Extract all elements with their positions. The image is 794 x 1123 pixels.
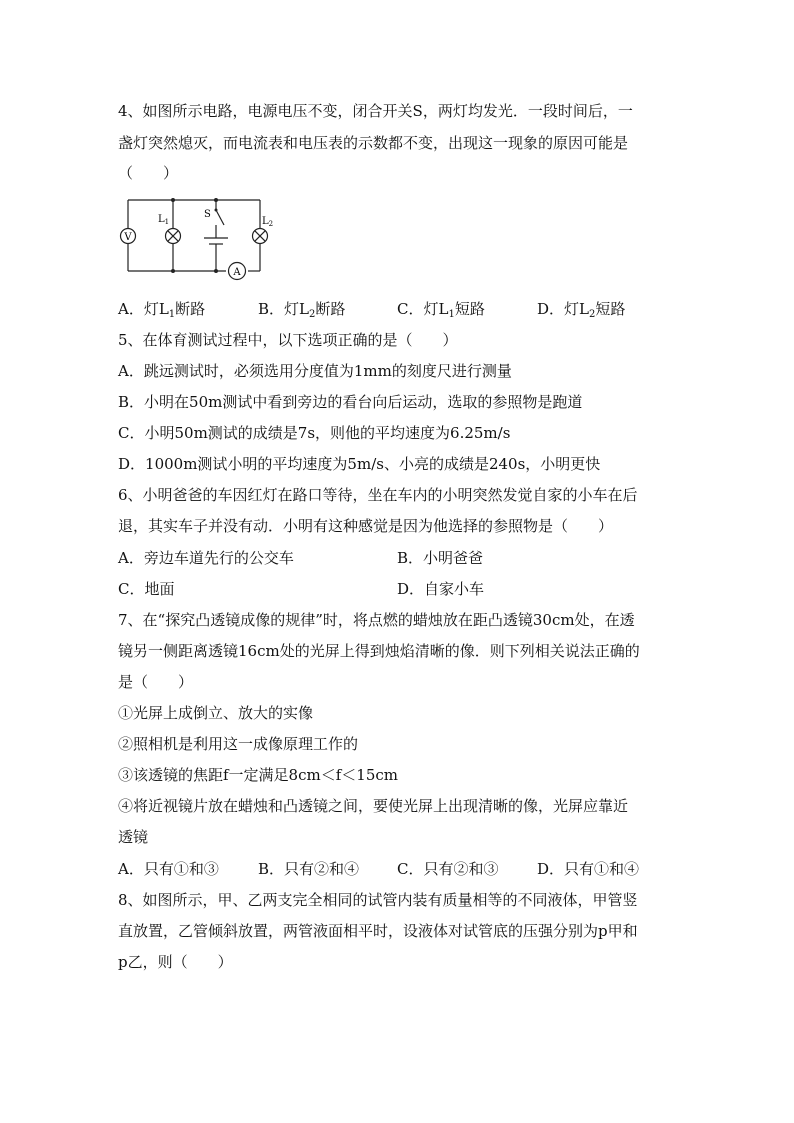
q4-option-a[interactable]: A．灯$L_1$断路: [118, 300, 206, 320]
q7-option-b[interactable]: B．只有②和④: [258, 860, 360, 878]
q5-option-a[interactable]: A．跳远测试时，必须选用分度值为1mm的刻度尺进行测量: [118, 362, 512, 380]
ammeter-label: A: [233, 267, 241, 278]
q8-stem-line2: 直放置，乙管倾斜放置，两管液面相平时，设液体对试管底的压强分别为p甲和: [118, 922, 638, 940]
q4-option-c[interactable]: C．灯$L_1$短路: [397, 300, 485, 320]
q5-stem: 5、在体育测试过程中，以下选项正确的是（ ）: [118, 331, 458, 349]
q6-stem-line2: 退，其实车子并没有动．小明有这种感觉是因为他选择的参照物是（ ）: [118, 517, 614, 535]
voltmeter-icon: [121, 229, 136, 244]
q6-option-c[interactable]: C．地面: [118, 580, 175, 598]
lamp-l1-label: $L_1$: [158, 214, 170, 226]
q7-option-a[interactable]: A．只有①和③: [118, 860, 219, 878]
q7-stem-line3: 是（ ）: [118, 673, 194, 691]
q6-option-d[interactable]: D．自家小车: [397, 580, 485, 598]
circuit-diagram: [118, 192, 278, 282]
lamp-l2-label: $L_2$: [262, 216, 274, 228]
q7-option-c[interactable]: C．只有②和③: [397, 860, 499, 878]
q8-stem-line1: 8、如图所示，甲、乙两支完全相同的试管内装有质量相等的不同液体，甲管竖: [118, 891, 638, 909]
q5-option-c[interactable]: C．小明50m测试的成绩是7s，则他的平均速度为6.25m/s: [118, 424, 511, 442]
q7-statement-2: ②照相机是利用这一成像原理工作的: [118, 735, 359, 753]
q4-option-b[interactable]: B．灯$L_2$断路: [258, 300, 346, 320]
q7-statement-1: ①光屏上成倒立、放大的实像: [118, 704, 314, 722]
q7-stem-line2: 镜另一侧距离透镜16cm处的光屏上得到烛焰清晰的像．则下列相关说法正确的: [118, 642, 640, 660]
q6-option-a[interactable]: A．旁边车道先行的公交车: [118, 549, 294, 567]
q4-option-d[interactable]: D．灯$L_2$短路: [537, 300, 626, 320]
q7-statement-4-cont: 透镜: [118, 828, 149, 846]
q6-stem-line1: 6、小明爸爸的车因红灯在路口等待，坐在车内的小明突然发觉自家的小车在后: [118, 486, 638, 504]
q6-option-b[interactable]: B．小明爸爸: [397, 549, 484, 567]
q5-option-d[interactable]: D．1000m测试小明的平均速度为5m/s、小亮的成绩是240s，小明更快: [118, 455, 601, 473]
q5-option-b[interactable]: B．小明在50m测试中看到旁边的看台向后运动，选取的参照物是跑道: [118, 393, 583, 411]
q4-stem-line1: 4、如图所示电路，电源电压不变，闭合开关S，两灯均发光．一段时间后，一: [118, 102, 633, 120]
q8-stem-line3: p乙，则（ ）: [118, 953, 233, 971]
q7-statement-4: ④将近视镜片放在蜡烛和凸透镜之间，要使光屏上出现清晰的像，光屏应靠近: [118, 797, 629, 815]
ammeter-icon: [229, 263, 246, 280]
switch-label: S: [204, 209, 211, 220]
q4-stem-line2: 盏灯突然熄灭，而电流表和电压表的示数都不变，出现这一现象的原因可能是: [118, 134, 629, 152]
lamp-l1-icon: [158, 214, 181, 244]
q7-option-d[interactable]: D．只有①和④: [537, 860, 640, 878]
voltmeter-label: V: [124, 232, 132, 243]
lamp-l2-icon: [253, 216, 274, 244]
q7-statement-3: ③该透镜的焦距f一定满足8cm＜f＜15cm: [118, 766, 398, 784]
q7-stem-line1: 7、在“探究凸透镜成像的规律”时，将点燃的蜡烛放在距凸透镜30cm处，在透: [118, 611, 635, 629]
q4-stem-line3: （ ）: [118, 164, 179, 182]
